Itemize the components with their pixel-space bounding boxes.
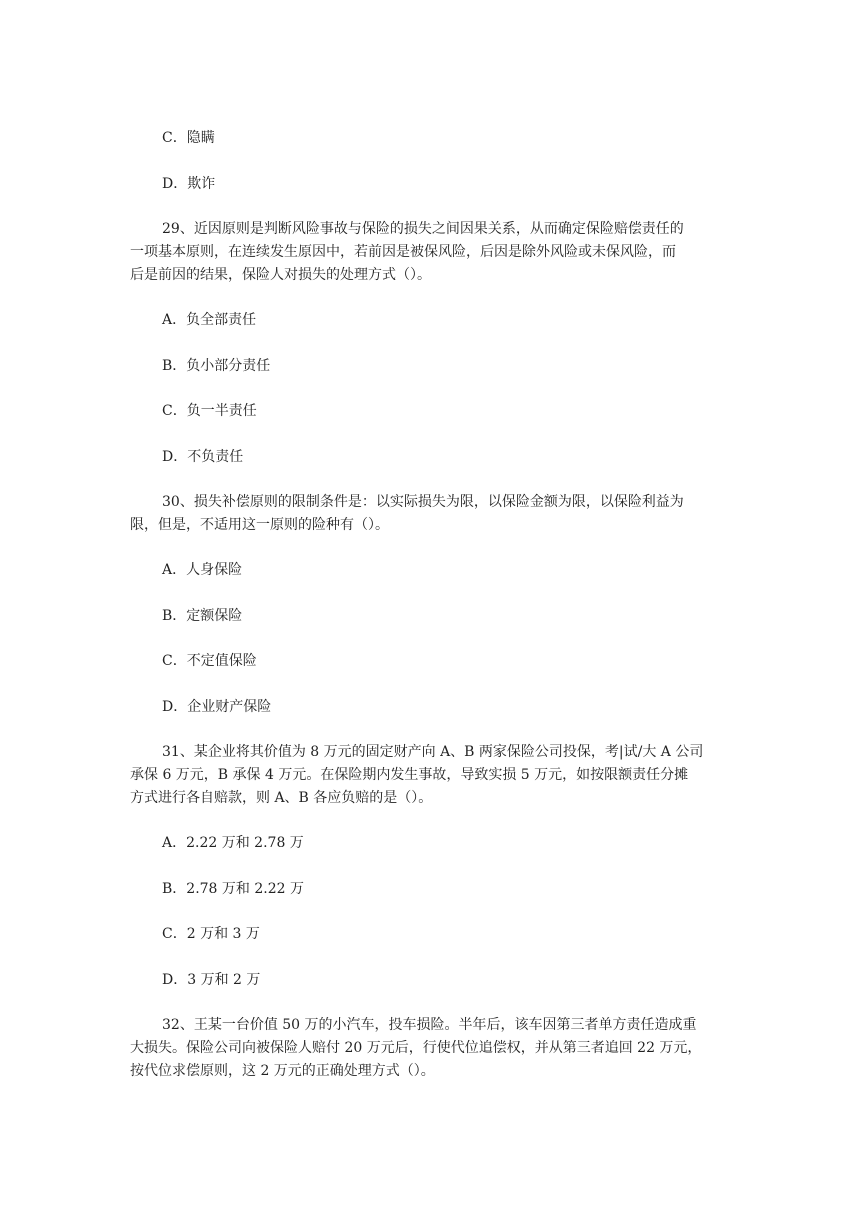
question-29-line-1: 29、近因原则是判断风险事故与保险的损失之间因果关系，从而确定保险赔偿责任的 xyxy=(162,221,684,237)
option-c-q31: C．2 万和 3 万 xyxy=(162,926,260,942)
option-b-q29: B．负小部分责任 xyxy=(162,358,271,374)
question-30-line-1: 30、损失补偿原则的限制条件是：以实际损失为限，以保险金额为限，以保险利益为 xyxy=(162,494,684,510)
option-d-q31: D．3 万和 2 万 xyxy=(162,972,261,988)
question-31-line-3: 方式进行各自赔款，则 A、B 各应负赔的是（）。 xyxy=(130,790,433,806)
option-c-q28: C．隐瞒 xyxy=(162,130,215,146)
option-d-q29: D．不负责任 xyxy=(162,449,244,465)
question-32-line-1: 32、王某一台价值 50 万的小汽车，投车损险。半年后，该车因第三者单方责任造成重 xyxy=(162,1017,697,1033)
option-d-q30: D．企业财产保险 xyxy=(162,699,272,715)
option-a-q31: A．2.22 万和 2.78 万 xyxy=(162,835,304,851)
question-31-line-1: 31、某企业将其价值为 8 万元的固定财产向 A、B 两家保险公司投保，考|试/大 A 公司 xyxy=(162,744,704,760)
question-31-line-2: 承保 6 万元，B 承保 4 万元。在保险期内发生事故，导致实损 5 万元，如按限额责任分摊 xyxy=(130,767,689,783)
option-c-q30: C．不定值保险 xyxy=(162,653,257,669)
question-30-line-2: 限，但是，不适用这一原则的险种有（）。 xyxy=(130,517,389,533)
option-c-q29: C．负一半责任 xyxy=(162,403,257,419)
question-32-line-2: 大损失。保险公司向被保险人赔付 20 万元后，行使代位追偿权，并从第三者追回 22 万元， xyxy=(130,1040,702,1056)
option-b-q30: B．定额保险 xyxy=(162,608,243,624)
option-d-q28: D．欺诈 xyxy=(162,176,216,192)
option-a-q29: A．负全部责任 xyxy=(162,312,257,328)
option-a-q30: A．人身保险 xyxy=(162,562,243,578)
option-b-q31: B．2.78 万和 2.22 万 xyxy=(162,881,304,897)
question-32-line-3: 按代位求偿原则，这 2 万元的正确处理方式（）。 xyxy=(130,1063,435,1079)
question-29-line-2: 一项基本原则，在连续发生原因中，若前因是被保风险，后因是除外风险或未保风险，而 xyxy=(130,244,676,260)
question-29-line-3: 后是前因的结果，保险人对损失的处理方式（）。 xyxy=(130,267,431,283)
